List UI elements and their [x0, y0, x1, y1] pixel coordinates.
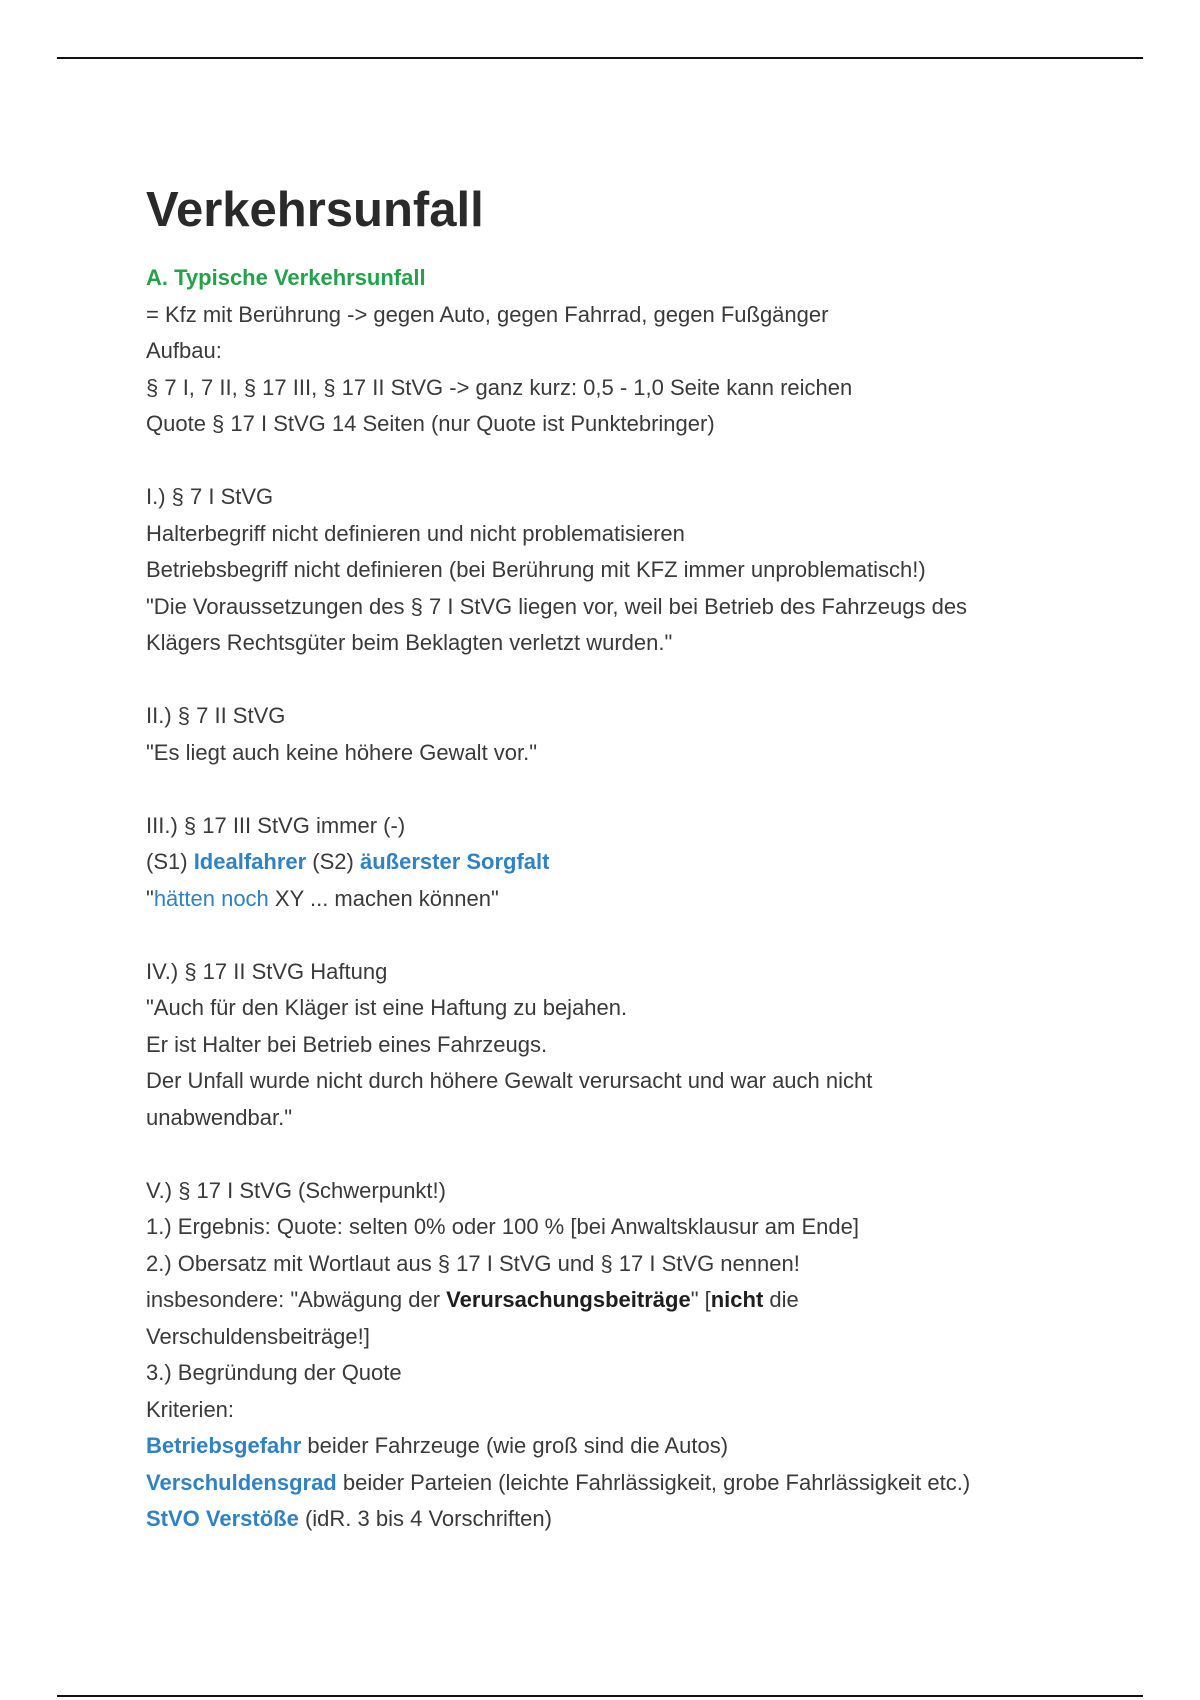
sorgfalt-term: äußerster Sorgfalt: [359, 849, 550, 874]
section-1-line-4: Klägers Rechtsgüter beim Beklagten verletzt wurden.": [146, 630, 673, 655]
spacer: [146, 917, 1106, 954]
section-a-heading: A. Typische Verkehrsunfall: [146, 265, 426, 290]
section-2-heading: II.) § 7 II StVG: [146, 703, 286, 728]
spacer: [146, 1136, 1106, 1173]
section-4-line-4: unabwendbar.": [146, 1104, 293, 1130]
section-4-line-3: Der Unfall wurde nicht durch höhere Gewalt verursacht und war auch nicht: [146, 1068, 873, 1093]
section-4-heading: IV.) § 17 II StVG Haftung: [146, 958, 388, 984]
section-3-line-1: [146, 844, 1106, 881]
stvo-verstoesse-term: StVO Verstöße: [146, 1506, 299, 1531]
section-5-line-3: [146, 1282, 1106, 1319]
l3-part-a: insbesondere: "Abwägung der: [146, 1287, 447, 1312]
betriebsgefahr-text: beider Fahrzeuge (wie groß sind die Autos): [301, 1433, 729, 1458]
verschuldensgrad-text: beider Parteien (leichte Fahrlässigkeit, grobe Fahrlässigkeit etc.): [336, 1469, 971, 1495]
section-a-line-3: § 7 I, 7 II, § 17 III, § 17 II StVG -> ganz kurz: 0,5 - 1,0 Seite kann reichen: [146, 374, 853, 400]
spacer: [146, 771, 1106, 808]
top-rule: [57, 57, 1143, 59]
section-4-line-1: "Auch für den Kläger ist eine Haftung zu bejahen.: [146, 995, 628, 1020]
quote-open: ": [146, 885, 154, 911]
stvo-verstoesse-text: (idR. 3 bis 4 Vorschriften): [298, 1506, 552, 1531]
section-a-line-2: Aufbau:: [146, 338, 222, 363]
criterion-stvo-verstoesse: [146, 1501, 1106, 1538]
criterion-betriebsgefahr: [146, 1428, 1106, 1465]
section-1-line-2: Betriebsbegriff nicht definieren (bei Berührung mit KFZ immer unproblematisch!): [146, 557, 926, 582]
section-1-line-3: "Die Voraussetzungen des § 7 I StVG liegen vor, weil bei Betrieb des Fahrzeugs des: [146, 593, 968, 619]
section-3-line-2-rest: XY ... machen können": [268, 885, 499, 911]
bottom-rule: [57, 1695, 1143, 1697]
section-a-line-1: = Kfz mit Berührung -> gegen Auto, gegen Fahrrad, gegen Fußgänger: [146, 301, 829, 327]
haetten-noch-term: hätten noch: [153, 885, 269, 911]
section-1-line-1: Halterbegriff nicht definieren und nicht problematisieren: [146, 520, 685, 546]
spacer: [146, 443, 1106, 480]
idealfahrer-term: Idealfahrer: [193, 849, 307, 874]
spacer: [146, 662, 1106, 699]
page-title: Verkehrsunfall: [146, 183, 484, 237]
section-5-line-4: Verschuldensbeiträge!]: [146, 1323, 370, 1349]
section-5-heading: V.) § 17 I StVG (Schwerpunkt!): [146, 1177, 446, 1203]
verschuldensgrad-term: Verschuldensgrad: [146, 1469, 337, 1495]
section-2-line-1: "Es liegt auch keine höhere Gewalt vor.": [146, 739, 538, 765]
l3-part-e: die: [763, 1287, 799, 1312]
section-3-heading: III.) § 17 III StVG immer (-): [146, 812, 406, 838]
document-body: [146, 180, 1106, 1538]
betriebsgefahr-term: Betriebsgefahr: [146, 1433, 302, 1458]
section-5-line-2: 2.) Obersatz mit Wortlaut aus § 17 I StVG und § 17 I StVG nennen!: [146, 1250, 800, 1276]
section-3-line-2: [146, 881, 1106, 918]
l3-part-c: " [: [690, 1287, 711, 1312]
nicht-term: nicht: [710, 1287, 764, 1312]
section-4-line-2: Er ist Halter bei Betrieb eines Fahrzeugs.: [146, 1031, 548, 1057]
section-5-line-1: 1.) Ergebnis: Quote: selten 0% oder 100 % [bei Anwaltsklausur am Ende]: [146, 1214, 859, 1239]
s1-label: (S1): [146, 849, 194, 874]
section-a-line-4: Quote § 17 I StVG 14 Seiten (nur Quote ist Punktebringer): [146, 411, 715, 436]
verursachungsbeitraege-term: Verursachungsbeiträge: [446, 1287, 691, 1312]
section-5-line-5: 3.) Begründung der Quote: [146, 1360, 402, 1385]
criterion-verschuldensgrad: [146, 1465, 1106, 1502]
section-1-heading: I.) § 7 I StVG: [146, 484, 274, 509]
section-5-line-6: Kriterien:: [146, 1396, 235, 1422]
s2-label: (S2): [306, 849, 360, 874]
